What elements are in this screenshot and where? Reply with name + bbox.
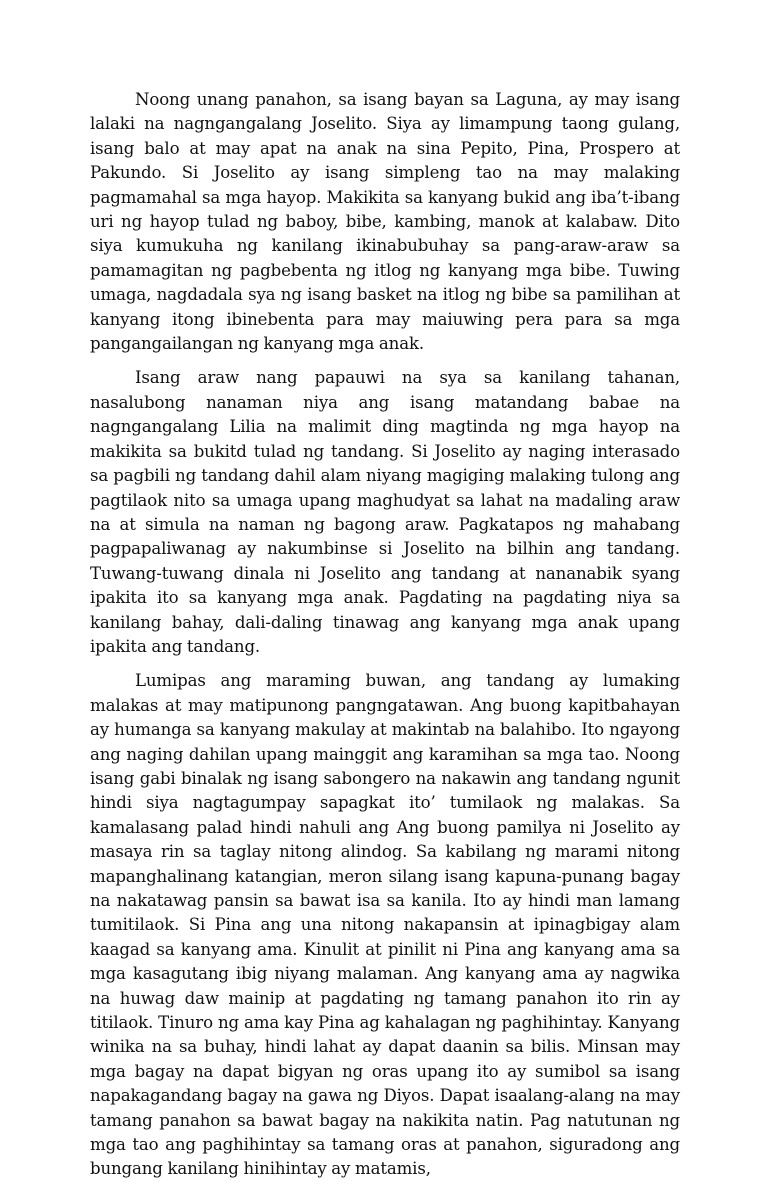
paragraph-1: Noong unang panahon, sa isang bayan sa Laguna, ay may isang lalaki na nagngangalang Joselito. Siya ay limampung taong gulang, isang balo at may apat na anak na sina Pepito, Pina, Prospero at Pakundo. Si Joselito ay isang simpleng tao na may malaking pagmamahal sa mga hayop. Makikita sa kanyang bukid ang iba’t-ibang uri ng hayop tulad ng baboy, bibe, kambing, manok at kalabaw. Dito siya kumukuha ng kanilang ikinabubuhay sa pang-araw-araw sa pamamagitan ng pagbebenta ng itlog ng kanyang mga bibe. Tuwing umaga, nagdadala sya ng isang basket na itlog ng bibe sa pamilihan at kanyang itong ibinebenta para may maiuwing pera para sa mga pangangailangan ng kanyang mga anak. [90, 90, 680, 354]
paragraph-3: Lumipas ang maraming buwan, ang tandang ay lumaking malakas at may matipunong pangngatawan. Ang buong kapitbahayan ay humanga sa kanyang makulay at makintab na balahibo. Ito ngayong ang naging dahilan upang mainggit ang karamihan sa mga tao. Noong isang gabi binalak ng isang sabongero na nakawin ang tandang ngunit hindi siya nagtagumpay sapagkat ito’ tumilaok ng malakas. Sa kamalasang palad hindi nahuli ang Ang buong pamilya ni Joselito ay masaya rin sa taglay nitong alindog. Sa kabilang ng marami nitong mapanghalinang katangian, meron silang isang kapuna-punang bagay na nakatawag pansin sa bawat isa sa kanila. Ito ay hindi man lamang tumitilaok. Si Pina ang una nitong nakapansin at ipinagbigay alam kaagad sa kanyang ama. Kinulit at pinilit ni Pina ang kanyang ama sa mga kasagutang ibig niyang malaman. Ang kanyang ama ay nagwika na huwag daw mainip at pagdating ng tamang panahon ito rin ay titilaok. Tinuro ng ama kay Pina ag kahalagan ng paghihintay. Kanyang winika na sa buhay, hindi lahat ay dapat daanin sa bilis. Minsan may mga bagay na dapat bigyan ng oras upang ito ay sumibol sa isang napakagandang bagay na gawa ng Diyos. Dapat isaalang-alang na may tamang panahon sa bawat bagay na nakikita natin. Pag natutunan ng mga tao ang paghihintay sa tamang oras at panahon, siguradong ang bungang kanilang hinihintay ay matamis, [90, 671, 680, 1179]
paragraph-2: Isang araw nang papauwi na sya sa kanilang tahanan, nasalubong nanaman niya ang isang matandang babae na nagngangalang Lilia na malimit ding magtinda ng mga hayop na makikita sa bukitd tulad ng tandang. Si Joselito ay naging interasado sa pagbili ng tandang dahil alam niyang magiging malaking tulong ang pagtilaok nito sa umaga upang maghudyat sa lahat na madaling araw na at simula na naman ng bagong araw. Pagkatapos ng mahabang pagpapaliwanag ay nakumbinse si Joselito na bilhin ang tandang. Tuwang-tuwang dinala ni Joselito ang tandang at nananabik syang ipakita ito sa kanyang mga anak. Pagdating na pagdating niya sa kanilang bahay, dali-daling tinawag ang kanyang mga anak upang ipakita ang tandang. [90, 368, 680, 656]
